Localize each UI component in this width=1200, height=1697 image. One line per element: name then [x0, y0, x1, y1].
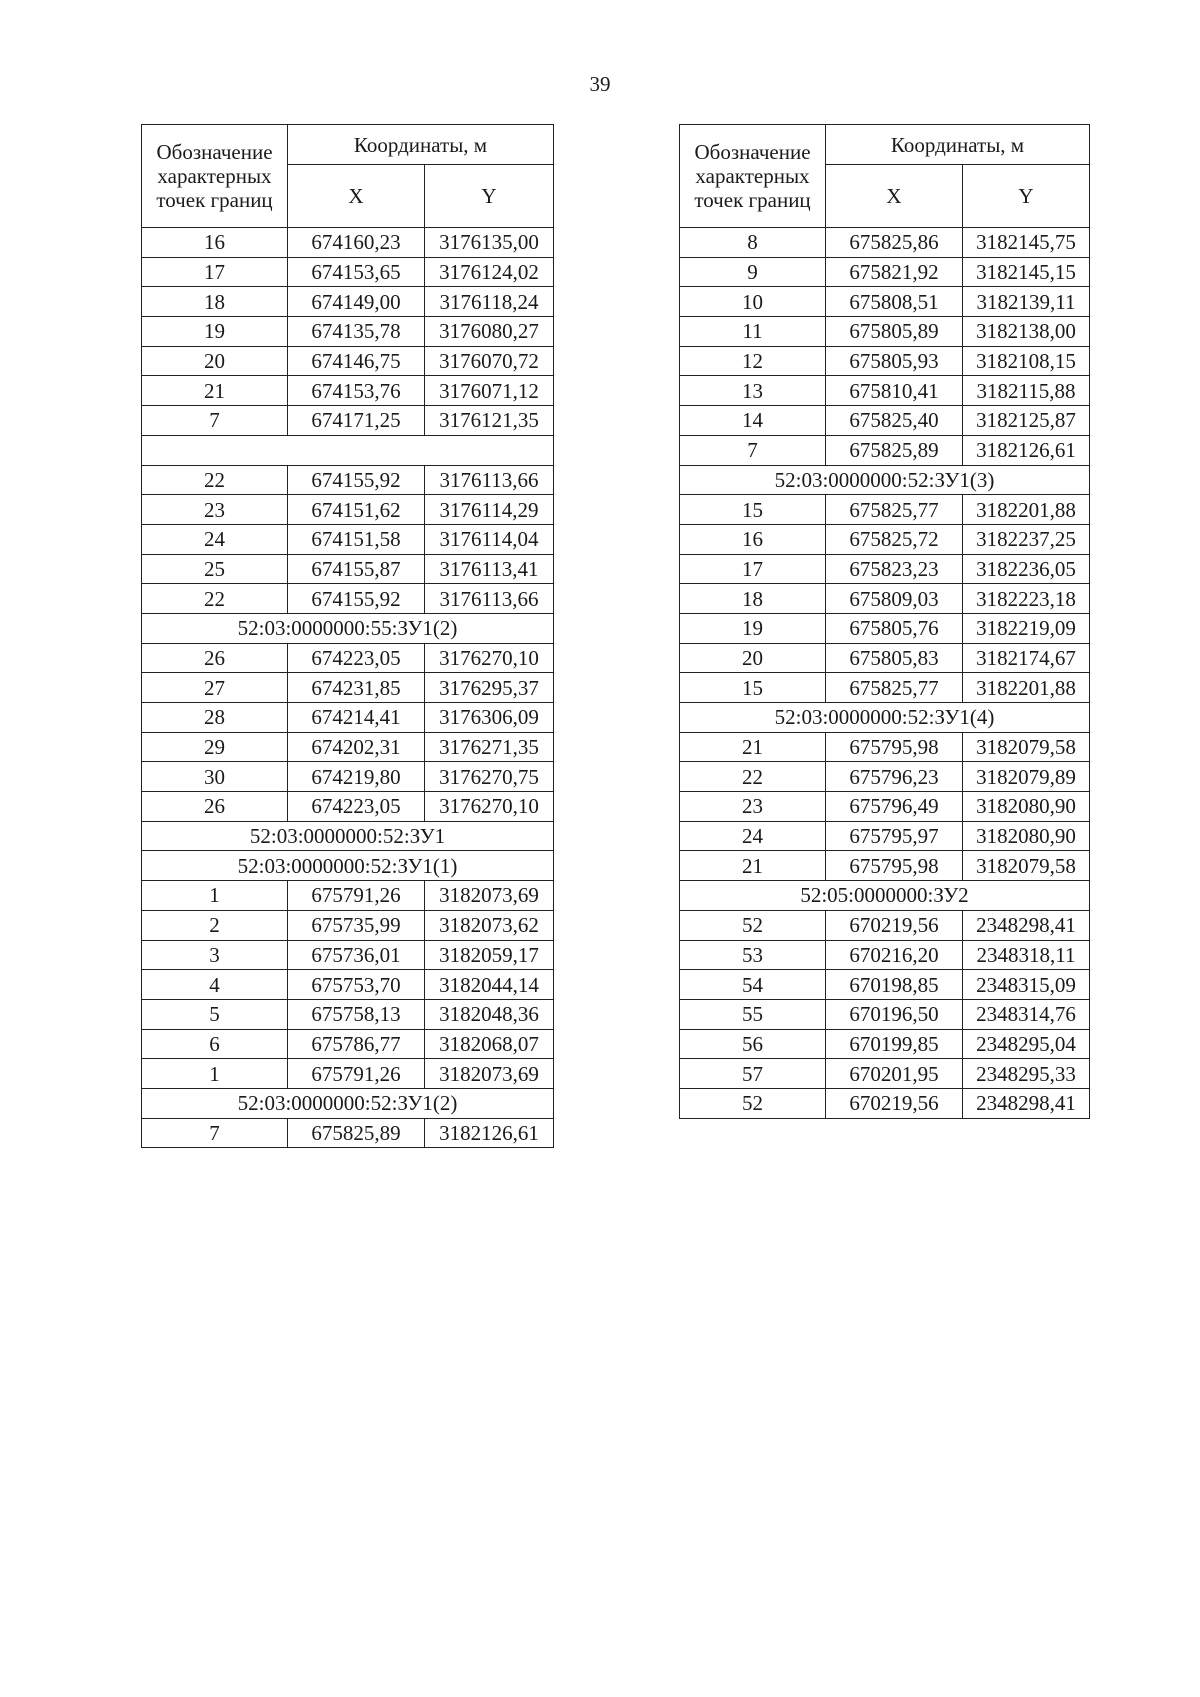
parcel-group-label: 52:03:0000000:52:ЗУ1	[142, 821, 554, 851]
x-coordinate-cell: 674135,78	[288, 317, 425, 347]
y-coordinate-cell: 3182138,00	[963, 317, 1090, 347]
point-id-cell: 18	[680, 584, 826, 614]
table-row	[680, 317, 1090, 347]
point-id-cell: 56	[680, 1029, 826, 1059]
table-header-row	[142, 125, 554, 165]
y-coordinate-cell: 3182080,90	[963, 821, 1090, 851]
x-coordinate-cell: 675796,23	[826, 762, 963, 792]
point-id-cell: 28	[142, 703, 288, 733]
y-coordinate-cell: 3176080,27	[425, 317, 554, 347]
x-coordinate-cell: 675735,99	[288, 910, 425, 940]
table-row	[142, 732, 554, 762]
table-row	[142, 228, 554, 258]
point-id-cell: 55	[680, 999, 826, 1029]
y-coordinate-cell: 2348315,09	[963, 970, 1090, 1000]
x-coordinate-cell: 675795,98	[826, 851, 963, 881]
point-id-cell: 1	[142, 1059, 288, 1089]
y-coordinate-cell: 3182048,36	[425, 999, 554, 1029]
y-coordinate-cell: 3182236,05	[963, 554, 1090, 584]
point-designation-header: Обозначение характерных точек границ	[142, 125, 288, 228]
table-row	[680, 970, 1090, 1000]
point-id-cell: 21	[680, 851, 826, 881]
y-coordinate-cell: 3176270,10	[425, 643, 554, 673]
x-coordinate-cell: 670216,20	[826, 940, 963, 970]
y-coordinate-cell: 3182115,88	[963, 376, 1090, 406]
y-coordinate-cell: 3176271,35	[425, 732, 554, 762]
point-id-cell: 23	[680, 792, 826, 822]
x-coordinate-cell: 675796,49	[826, 792, 963, 822]
table-row	[142, 584, 554, 614]
y-coordinate-cell: 3176113,41	[425, 554, 554, 584]
y-coordinate-cell: 2348298,41	[963, 910, 1090, 940]
x-column-header: X	[288, 165, 425, 228]
x-coordinate-cell: 675753,70	[288, 970, 425, 1000]
parcel-group-label	[142, 435, 554, 465]
point-id-cell: 27	[142, 673, 288, 703]
table-row	[142, 881, 554, 911]
parcel-group-label: 52:03:0000000:55:ЗУ1(2)	[142, 613, 554, 643]
x-coordinate-cell: 674160,23	[288, 228, 425, 258]
y-coordinate-cell: 3182068,07	[425, 1029, 554, 1059]
point-id-cell: 10	[680, 287, 826, 317]
x-coordinate-cell: 674153,65	[288, 257, 425, 287]
table-row	[142, 257, 554, 287]
x-coordinate-cell: 674155,92	[288, 465, 425, 495]
coordinates-header: Координаты, м	[288, 125, 554, 165]
table-row	[680, 762, 1090, 792]
y-coordinate-cell: 3176113,66	[425, 584, 554, 614]
point-id-cell: 18	[142, 287, 288, 317]
x-coordinate-cell: 670198,85	[826, 970, 963, 1000]
y-coordinate-cell: 3182145,15	[963, 257, 1090, 287]
y-coordinate-cell: 3176270,10	[425, 792, 554, 822]
point-id-cell: 17	[142, 257, 288, 287]
point-id-cell: 16	[680, 524, 826, 554]
y-coordinate-cell: 3176113,66	[425, 465, 554, 495]
y-coordinate-cell: 3182126,61	[963, 435, 1090, 465]
x-coordinate-cell: 675825,89	[826, 435, 963, 465]
table-row	[680, 1029, 1090, 1059]
y-coordinate-cell: 3182079,58	[963, 732, 1090, 762]
table-row	[680, 554, 1090, 584]
point-id-cell: 4	[142, 970, 288, 1000]
point-id-cell: 54	[680, 970, 826, 1000]
x-coordinate-cell: 675795,97	[826, 821, 963, 851]
x-coordinate-cell: 675786,77	[288, 1029, 425, 1059]
point-id-cell: 53	[680, 940, 826, 970]
table-row	[142, 910, 554, 940]
parcel-group-label: 52:03:0000000:52:ЗУ1(1)	[142, 851, 554, 881]
table-row	[142, 643, 554, 673]
table-body	[142, 228, 554, 1148]
point-id-cell: 9	[680, 257, 826, 287]
table-row	[680, 1088, 1090, 1118]
point-id-cell: 15	[680, 673, 826, 703]
table-row	[142, 524, 554, 554]
y-coordinate-cell: 3176306,09	[425, 703, 554, 733]
x-coordinate-cell: 675810,41	[826, 376, 963, 406]
x-coordinate-cell: 674223,05	[288, 792, 425, 822]
x-coordinate-cell: 675825,40	[826, 406, 963, 436]
point-id-cell: 24	[142, 524, 288, 554]
x-coordinate-cell: 675791,26	[288, 881, 425, 911]
y-coordinate-cell: 3182201,88	[963, 673, 1090, 703]
point-id-cell: 30	[142, 762, 288, 792]
point-id-cell: 13	[680, 376, 826, 406]
table-row	[142, 495, 554, 525]
point-designation-header: Обозначение характерных точек границ	[680, 125, 826, 228]
table-row	[142, 346, 554, 376]
x-coordinate-cell: 675809,03	[826, 584, 963, 614]
table-body	[680, 228, 1090, 1119]
y-coordinate-cell: 2348318,11	[963, 940, 1090, 970]
point-id-cell: 26	[142, 792, 288, 822]
table-row	[680, 287, 1090, 317]
parcel-group-label: 52:03:0000000:52:ЗУ1(2)	[142, 1088, 554, 1118]
point-id-cell: 17	[680, 554, 826, 584]
point-id-cell: 2	[142, 910, 288, 940]
table-row	[680, 999, 1090, 1029]
x-coordinate-cell: 675805,93	[826, 346, 963, 376]
table-row	[142, 287, 554, 317]
x-coordinate-cell: 675736,01	[288, 940, 425, 970]
x-coordinate-cell: 670201,95	[826, 1059, 963, 1089]
y-coordinate-cell: 3182125,87	[963, 406, 1090, 436]
point-id-cell: 16	[142, 228, 288, 258]
y-coordinate-cell: 3176270,75	[425, 762, 554, 792]
table-row	[680, 792, 1090, 822]
table-row	[680, 584, 1090, 614]
table-header-row	[680, 125, 1090, 165]
x-coordinate-cell: 675825,77	[826, 495, 963, 525]
table-row	[142, 1118, 554, 1148]
y-coordinate-cell: 3182079,89	[963, 762, 1090, 792]
group-row	[680, 465, 1090, 495]
y-coordinate-cell: 3176070,72	[425, 346, 554, 376]
x-coordinate-cell: 675825,89	[288, 1118, 425, 1148]
coordinates-table-right	[679, 124, 1090, 1119]
group-row	[142, 435, 554, 465]
y-coordinate-cell: 2348295,33	[963, 1059, 1090, 1089]
x-coordinate-cell: 675758,13	[288, 999, 425, 1029]
x-coordinate-cell: 670199,85	[826, 1029, 963, 1059]
point-id-cell: 11	[680, 317, 826, 347]
y-coordinate-cell: 3182080,90	[963, 792, 1090, 822]
table-row	[142, 1029, 554, 1059]
y-coordinate-cell: 3176124,02	[425, 257, 554, 287]
table-row	[680, 910, 1090, 940]
table-row	[680, 821, 1090, 851]
point-id-cell: 5	[142, 999, 288, 1029]
table-row	[680, 376, 1090, 406]
point-id-cell: 25	[142, 554, 288, 584]
x-coordinate-cell: 675823,23	[826, 554, 963, 584]
x-coordinate-cell: 674202,31	[288, 732, 425, 762]
point-id-cell: 23	[142, 495, 288, 525]
table-row	[680, 495, 1090, 525]
x-coordinate-cell: 675825,77	[826, 673, 963, 703]
table-row	[680, 228, 1090, 258]
x-coordinate-cell: 675805,76	[826, 613, 963, 643]
x-coordinate-cell: 670219,56	[826, 910, 963, 940]
table-row	[142, 465, 554, 495]
y-coordinate-cell: 3176071,12	[425, 376, 554, 406]
point-id-cell: 7	[680, 435, 826, 465]
table-row	[142, 703, 554, 733]
x-coordinate-cell: 670196,50	[826, 999, 963, 1029]
parcel-group-label: 52:03:0000000:52:ЗУ1(4)	[680, 703, 1090, 733]
y-coordinate-cell: 3182145,75	[963, 228, 1090, 258]
point-id-cell: 57	[680, 1059, 826, 1089]
point-id-cell: 8	[680, 228, 826, 258]
y-coordinate-cell: 3182044,14	[425, 970, 554, 1000]
page-number: 39	[589, 72, 611, 96]
table-row	[142, 406, 554, 436]
table-row	[142, 554, 554, 584]
point-id-cell: 21	[142, 376, 288, 406]
x-coordinate-cell: 674171,25	[288, 406, 425, 436]
point-id-cell: 7	[142, 1118, 288, 1148]
point-id-cell: 22	[142, 465, 288, 495]
table-row	[680, 524, 1090, 554]
point-id-cell: 52	[680, 910, 826, 940]
point-id-cell: 20	[680, 643, 826, 673]
y-coordinate-cell: 3182073,69	[425, 1059, 554, 1089]
point-id-cell: 1	[142, 881, 288, 911]
x-coordinate-cell: 675805,83	[826, 643, 963, 673]
point-id-cell: 7	[142, 406, 288, 436]
x-coordinate-cell: 674214,41	[288, 703, 425, 733]
table-row	[142, 376, 554, 406]
point-id-cell: 15	[680, 495, 826, 525]
x-coordinate-cell: 675821,92	[826, 257, 963, 287]
y-coordinate-cell: 3176295,37	[425, 673, 554, 703]
x-coordinate-cell: 674219,80	[288, 762, 425, 792]
table-row	[142, 792, 554, 822]
x-coordinate-cell: 674151,58	[288, 524, 425, 554]
point-id-cell: 6	[142, 1029, 288, 1059]
x-coordinate-cell: 674149,00	[288, 287, 425, 317]
parcel-group-label: 52:05:0000000:ЗУ2	[680, 881, 1090, 911]
x-coordinate-cell: 674151,62	[288, 495, 425, 525]
table-row	[142, 1059, 554, 1089]
y-coordinate-cell: 3182059,17	[425, 940, 554, 970]
point-id-cell: 24	[680, 821, 826, 851]
x-coordinate-cell: 674146,75	[288, 346, 425, 376]
x-coordinate-cell: 675808,51	[826, 287, 963, 317]
y-coordinate-cell: 2348295,04	[963, 1029, 1090, 1059]
y-coordinate-cell: 3182174,67	[963, 643, 1090, 673]
x-coordinate-cell: 675795,98	[826, 732, 963, 762]
y-coordinate-cell: 3182073,62	[425, 910, 554, 940]
table-row	[680, 257, 1090, 287]
point-id-cell: 26	[142, 643, 288, 673]
group-row	[142, 821, 554, 851]
x-coordinate-cell: 675791,26	[288, 1059, 425, 1089]
table-row	[680, 1059, 1090, 1089]
table-row	[142, 673, 554, 703]
y-coordinate-cell: 3176114,29	[425, 495, 554, 525]
x-coordinate-cell: 674153,76	[288, 376, 425, 406]
group-row	[142, 613, 554, 643]
table-row	[680, 435, 1090, 465]
y-coordinate-cell: 2348298,41	[963, 1088, 1090, 1118]
point-id-cell: 14	[680, 406, 826, 436]
table-row	[142, 970, 554, 1000]
x-coordinate-cell: 674155,92	[288, 584, 425, 614]
y-coordinate-cell: 3176118,24	[425, 287, 554, 317]
group-row	[680, 703, 1090, 733]
y-coordinate-cell: 3182219,09	[963, 613, 1090, 643]
table-row	[142, 317, 554, 347]
point-id-cell: 19	[142, 317, 288, 347]
y-coordinate-cell: 3182223,18	[963, 584, 1090, 614]
table-row	[680, 406, 1090, 436]
y-coordinate-cell: 3182201,88	[963, 495, 1090, 525]
group-row	[680, 881, 1090, 911]
y-column-header: Y	[963, 165, 1090, 228]
table-row	[680, 613, 1090, 643]
x-coordinate-cell: 674155,87	[288, 554, 425, 584]
table-row	[680, 732, 1090, 762]
point-id-cell: 19	[680, 613, 826, 643]
x-coordinate-cell: 675805,89	[826, 317, 963, 347]
point-id-cell: 22	[680, 762, 826, 792]
y-coordinate-cell: 3182139,11	[963, 287, 1090, 317]
y-coordinate-cell: 3176121,35	[425, 406, 554, 436]
coordinates-header: Координаты, м	[826, 125, 1090, 165]
table-row	[680, 940, 1090, 970]
y-coordinate-cell: 3182108,15	[963, 346, 1090, 376]
point-id-cell: 22	[142, 584, 288, 614]
group-row	[142, 851, 554, 881]
y-coordinate-cell: 3176114,04	[425, 524, 554, 554]
parcel-group-label: 52:03:0000000:52:ЗУ1(3)	[680, 465, 1090, 495]
x-coordinate-cell: 674223,05	[288, 643, 425, 673]
y-coordinate-cell: 2348314,76	[963, 999, 1090, 1029]
table-row	[142, 762, 554, 792]
table-row	[142, 999, 554, 1029]
x-coordinate-cell: 675825,72	[826, 524, 963, 554]
coordinates-table-left	[141, 124, 554, 1148]
point-id-cell: 52	[680, 1088, 826, 1118]
table-row	[680, 346, 1090, 376]
table-row	[680, 643, 1090, 673]
y-column-header: Y	[425, 165, 554, 228]
point-id-cell: 20	[142, 346, 288, 376]
table-row	[142, 940, 554, 970]
y-coordinate-cell: 3182073,69	[425, 881, 554, 911]
point-id-cell: 12	[680, 346, 826, 376]
x-coordinate-cell: 674231,85	[288, 673, 425, 703]
point-id-cell: 21	[680, 732, 826, 762]
y-coordinate-cell: 3176135,00	[425, 228, 554, 258]
y-coordinate-cell: 3182237,25	[963, 524, 1090, 554]
table-row	[680, 673, 1090, 703]
x-coordinate-cell: 675825,86	[826, 228, 963, 258]
group-row	[142, 1088, 554, 1118]
y-coordinate-cell: 3182079,58	[963, 851, 1090, 881]
point-id-cell: 29	[142, 732, 288, 762]
point-id-cell: 3	[142, 940, 288, 970]
table-row	[680, 851, 1090, 881]
y-coordinate-cell: 3182126,61	[425, 1118, 554, 1148]
x-column-header: X	[826, 165, 963, 228]
x-coordinate-cell: 670219,56	[826, 1088, 963, 1118]
